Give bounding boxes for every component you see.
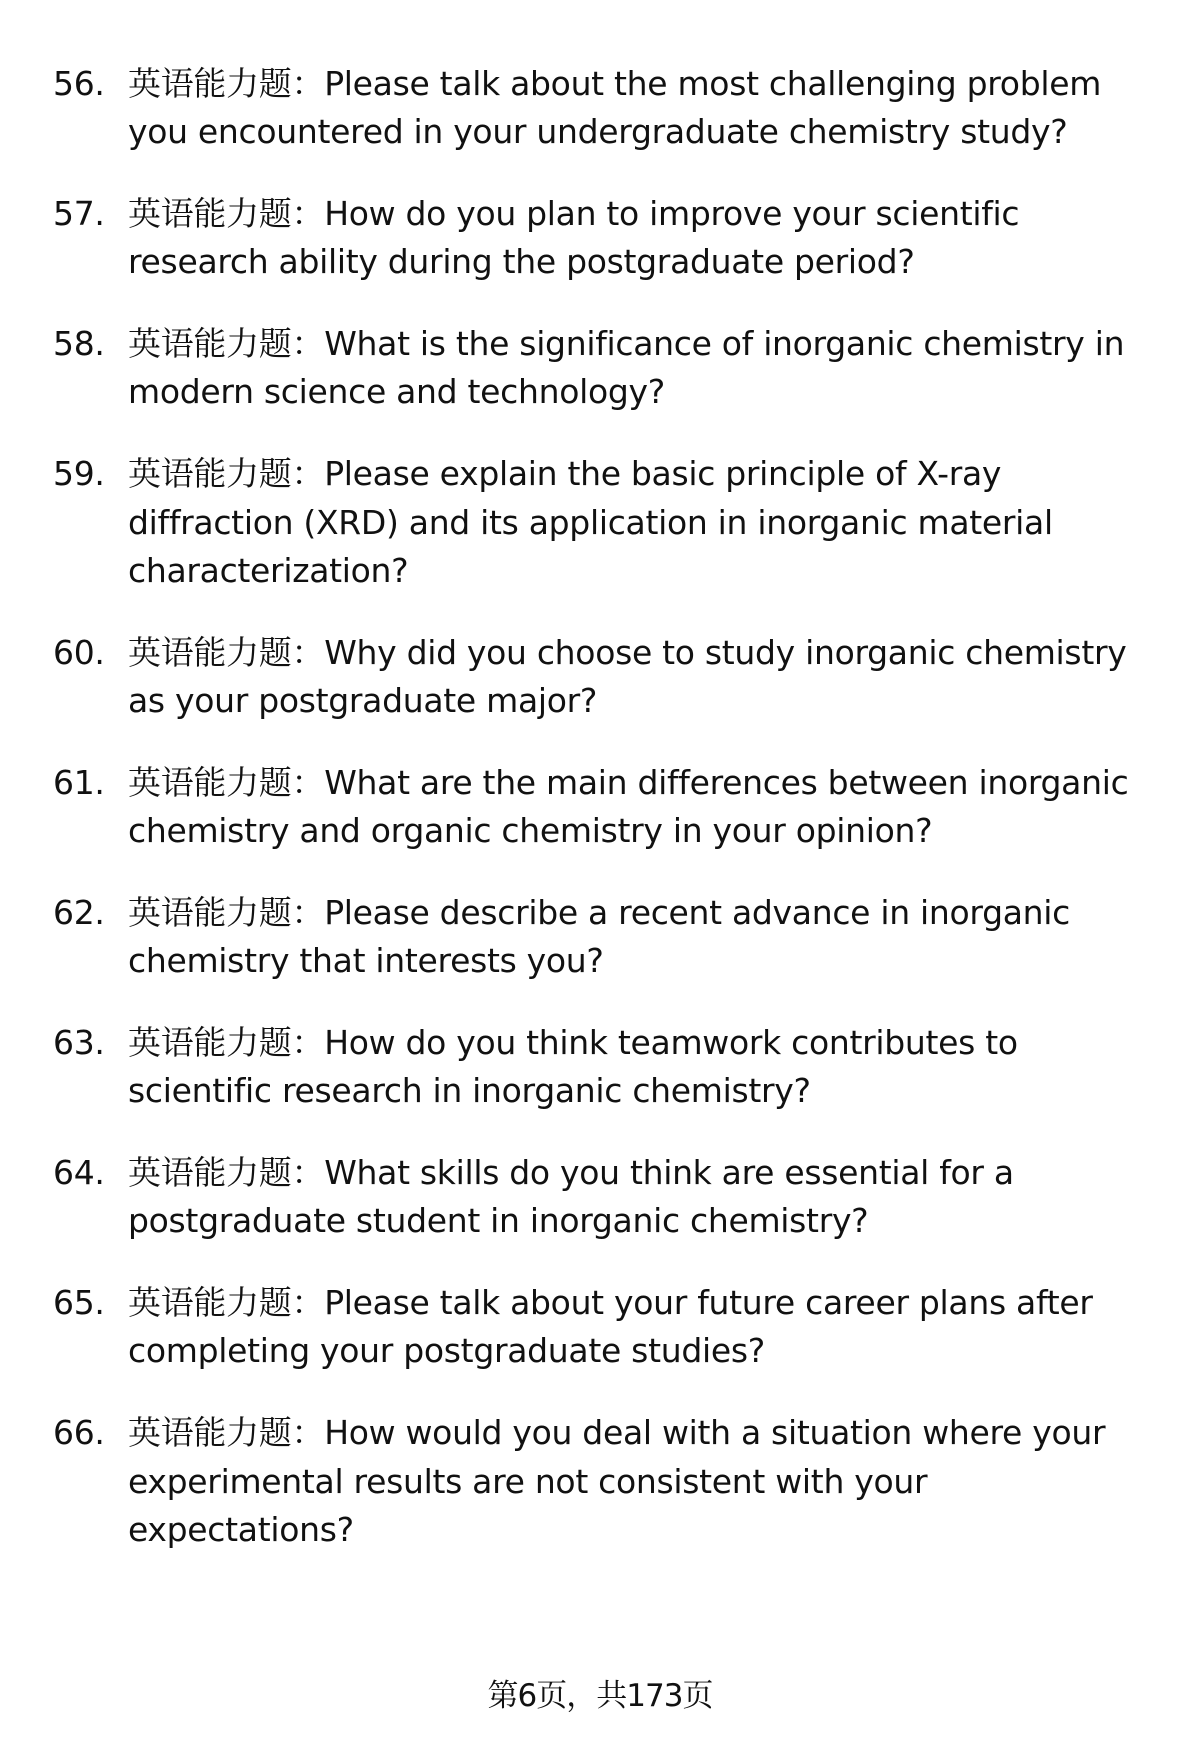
question-text: What skills do you think are essential for a postgraduate student in inorganic chemistry? (128, 1153, 1014, 1241)
question-text: How do you think teamwork contributes to scientific research in inorganic chemistry? (128, 1022, 1018, 1111)
question-number: 59. (53, 454, 105, 494)
question-number: 56. (53, 64, 105, 103)
question-item (0, 320, 1200, 417)
question-text: Please explain the basic principle of X-ray diffraction (XRD) and its application in inorganic material characterization? (128, 454, 1053, 590)
question-item (0, 1149, 1200, 1246)
question-text: What are the main differences between inorganic chemistry and organic chemistry in your opinion? (128, 762, 1129, 851)
question-category: 英语能力题： (128, 632, 325, 672)
question-item (0, 759, 1200, 856)
question-item (0, 60, 1200, 157)
page-number: 第6页，共173页 (487, 1678, 713, 1714)
question-text: How do you plan to improve your scientific research ability during the postgraduate period? (128, 194, 1020, 282)
question-text: Please talk about the most challenging problem you encountered in your undergraduate chemistry study? (128, 64, 1102, 152)
question-category: 英语能力题： (128, 1153, 325, 1193)
question-text: How would you deal with a situation where your experimental results are not consistent with your expectations? (128, 1413, 1106, 1549)
question-category: 英语能力题： (128, 762, 325, 802)
question-number: 57. (53, 194, 105, 234)
question-text: What is the significance of inorganic chemistry in modern science and technology? (128, 324, 1125, 412)
question-number: 66. (53, 1413, 105, 1453)
question-number: 61. (53, 762, 105, 802)
question-text: Please talk about your future career plans after completing your postgraduate studies? (128, 1283, 1093, 1371)
question-item (0, 450, 1200, 595)
question-item (0, 1019, 1200, 1116)
question-category: 英语能力题： (128, 1022, 325, 1062)
question-item (0, 1409, 1200, 1554)
question-category: 英语能力题： (128, 1283, 325, 1323)
question-category: 英语能力题： (128, 324, 325, 364)
question-number: 60. (53, 632, 105, 672)
question-text: Please describe a recent advance in inorganic chemistry that interests you? (128, 892, 1070, 981)
question-number: 64. (53, 1153, 105, 1193)
question-number: 62. (53, 892, 105, 932)
question-category: 英语能力题： (128, 892, 325, 932)
question-list (0, 60, 1200, 1588)
question-item (0, 190, 1200, 287)
question-text: Why did you choose to study inorganic chemistry as your postgraduate major? (128, 632, 1127, 720)
question-number: 63. (53, 1022, 105, 1062)
question-item (0, 1279, 1200, 1376)
question-category: 英语能力题： (128, 194, 325, 234)
question-category: 英语能力题： (128, 1413, 325, 1453)
question-item (0, 629, 1200, 726)
question-number: 58. (53, 324, 105, 364)
question-number: 65. (53, 1283, 105, 1323)
question-category: 英语能力题： (128, 454, 325, 494)
question-item (0, 889, 1200, 986)
question-category: 英语能力题： (128, 64, 325, 103)
